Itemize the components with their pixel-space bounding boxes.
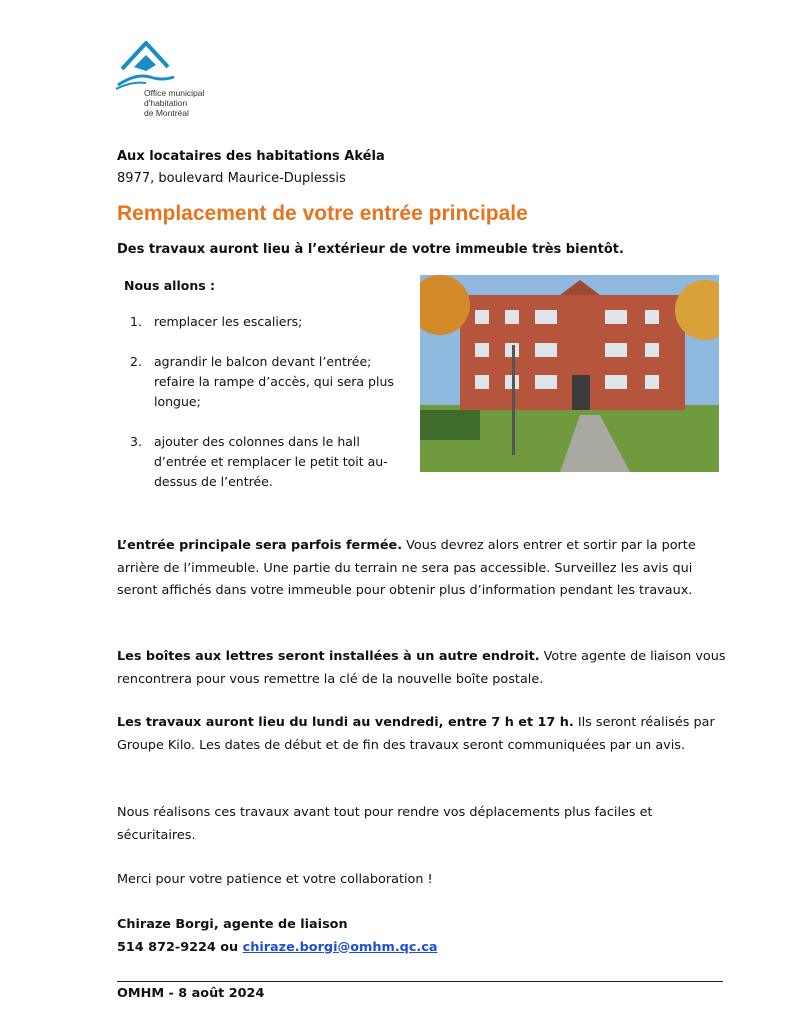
list-number: 3. [130, 434, 142, 449]
or-text: ou [215, 939, 243, 955]
list-item [130, 312, 410, 332]
work-list [130, 312, 410, 512]
paragraph-mailboxes [117, 646, 727, 691]
paragraph-text: Votre agente de liaison vous rencontrera pour vous remettre la clé de la nouvelle boîte postale. [117, 649, 726, 687]
list-number: 1. [130, 314, 142, 329]
building-photo [420, 275, 719, 472]
footer-divider [117, 981, 723, 982]
list-heading: Nous allons : [124, 278, 216, 293]
signature-contact [117, 937, 438, 960]
list-number: 2. [130, 354, 142, 369]
page-title: Remplacement de votre entrée principale [117, 202, 528, 225]
address-line: 8977, boulevard Maurice-Duplessis [117, 171, 346, 186]
paragraph-bold: L’entrée principale sera parfois fermée. [117, 538, 403, 553]
logo-line: d'habitation [144, 98, 188, 108]
list-text: ajouter des colonnes dans le hall d’entrée et remplacer le petit toit au-dessus de l’entrée. [154, 434, 388, 489]
paragraph-text: Vous devrez alors entrer et sortir par la porte arrière de l’immeuble. Une partie du terrain ne sera pas accessible. Surveillez les avis qui seront affichés dans votre immeuble pour obtenir plus d’information pendant les travaux. [117, 538, 696, 598]
paragraph-thanks: Merci pour votre patience et votre collaboration ! [117, 872, 433, 887]
list-text: agrandir le balcon devant l’entrée; refaire la rampe d’accès, qui sera plus longue; [154, 354, 394, 409]
list-item [130, 352, 410, 412]
recipient-line: Aux locataires des habitations Akéla [117, 149, 385, 164]
recipient-address [117, 146, 385, 190]
list-text: remplacer les escaliers; [154, 314, 303, 329]
signature-name: Chiraze Borgi, agente de liaison [117, 917, 348, 932]
logo-text [144, 88, 204, 118]
paragraph-bold: Les boîtes aux lettres seront installées à un autre endroit. [117, 649, 540, 664]
phone-number: 514 872-9224 [117, 939, 216, 955]
logo-line: de Montréal [144, 108, 189, 118]
paragraph-schedule [117, 712, 727, 757]
paragraph-bold: Les travaux auront lieu du lundi au vendredi, entre 7 h et 17 h. [117, 715, 574, 730]
paragraph-text: Ils seront réalisés par Groupe Kilo. Les dates de début et de fin des travaux seront communiquées par un avis. [117, 715, 715, 753]
list-item [130, 432, 410, 492]
intro-text: Des travaux auront lieu à l’extérieur de votre immeuble très bientôt. [117, 242, 624, 257]
email-link[interactable]: chiraze.borgi@omhm.qc.ca [242, 939, 438, 955]
paragraph-entrance [117, 535, 727, 603]
signature [117, 914, 438, 959]
footer-text: OMHM - 8 août 2024 [117, 986, 265, 1001]
logo-line: Office municipal [144, 88, 205, 98]
paragraph-purpose: Nous réalisons ces travaux avant tout pour rendre vos déplacements plus faciles et sécuritaires. [117, 805, 653, 843]
